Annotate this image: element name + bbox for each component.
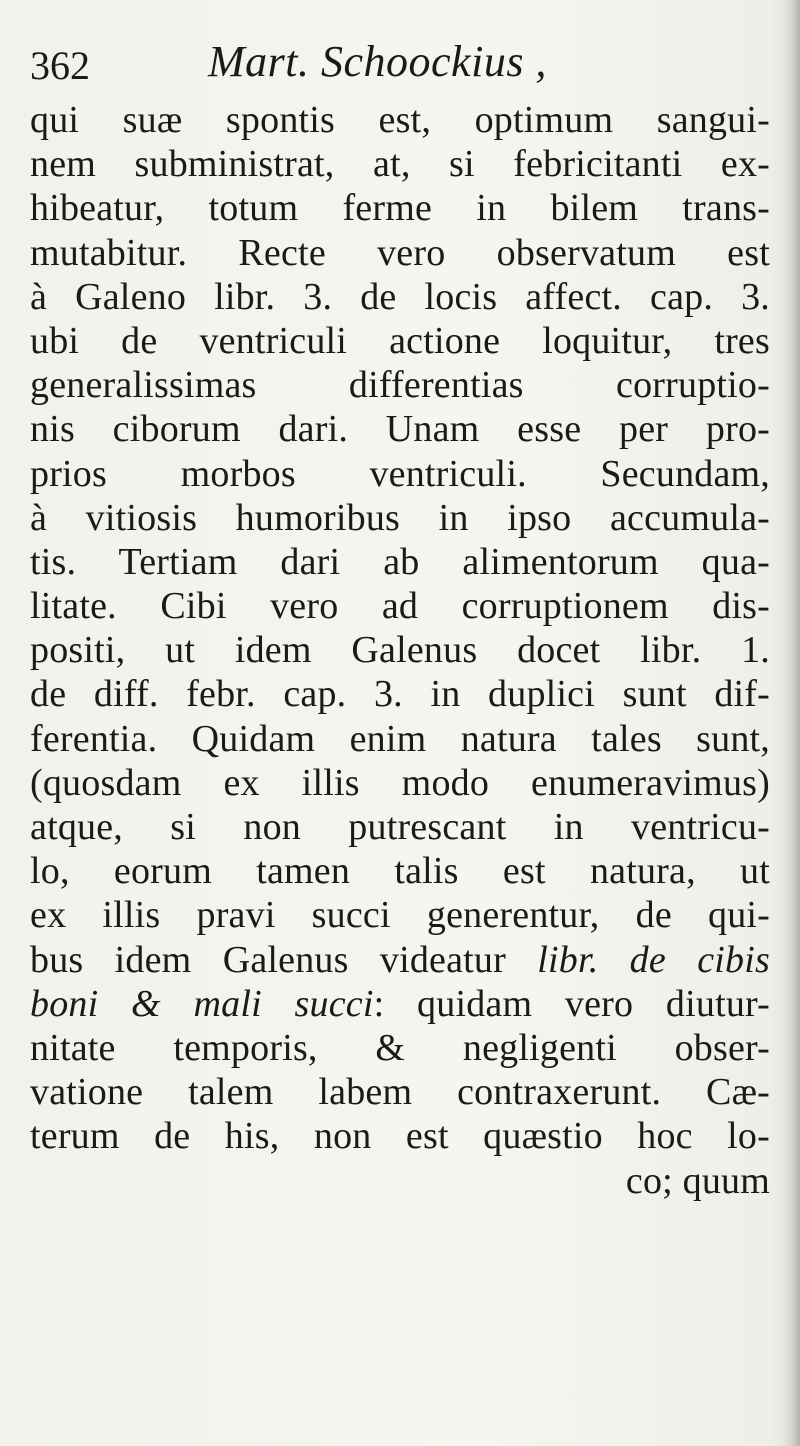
text-line: nitate temporis, & negligenti obser- bbox=[30, 1026, 770, 1069]
text-line: mutabitur. Recte vero observatum est bbox=[30, 231, 770, 274]
text-line: terum de his, non est quæstio hoc lo- bbox=[30, 1115, 770, 1158]
text-segment: bus idem Galenus videatur bbox=[30, 938, 538, 981]
text-line: ferentia. Quidam enim natura tales sunt, bbox=[30, 717, 770, 760]
text-line-with-italic bbox=[30, 938, 770, 982]
text-line: tis. Tertiam dari ab alimentorum qua- bbox=[30, 540, 770, 583]
body-text bbox=[30, 98, 770, 1203]
text-line: vatione talem labem contraxerunt. Cæ- bbox=[30, 1071, 770, 1114]
text-line: lo, eorum tamen talis est natura, ut bbox=[30, 850, 770, 893]
text-segment: : quidam vero diutur- bbox=[373, 982, 770, 1025]
page-gutter-shadow bbox=[782, 0, 800, 1446]
text-line: generalissimas differentias corruptio- bbox=[30, 364, 770, 407]
text-line: hibeatur, totum ferme in bilem trans- bbox=[30, 187, 770, 230]
text-line: (quosdam ex illis modo enumeravimus) bbox=[30, 761, 770, 804]
page-number: 362 bbox=[30, 43, 90, 88]
text-line: à vitiosis humoribus in ipso accumula- bbox=[30, 496, 770, 539]
text-line: ex illis pravi succi generentur, de qui- bbox=[30, 894, 770, 937]
text-line: nis ciborum dari. Unam esse per pro- bbox=[30, 408, 770, 451]
text-line: de diff. febr. cap. 3. in duplici sunt dif- bbox=[30, 673, 770, 716]
text-line: litate. Cibi vero ad corruptionem dis- bbox=[30, 585, 770, 628]
text-line: qui suæ spontis est, optimum sangui- bbox=[30, 99, 770, 141]
running-head: Mart. Schoockius , bbox=[208, 37, 547, 86]
text-line: ubi de ventriculi actione loquitur, tres bbox=[30, 319, 770, 362]
page-header bbox=[30, 34, 770, 98]
text-line-with-italic bbox=[30, 982, 770, 1026]
text-line: prios morbos ventriculi. Secundam, bbox=[30, 452, 770, 495]
text-line: nem subministrat, at, si febricitanti ex- bbox=[30, 143, 770, 186]
text-line: atque, si non putrescant in ventricu- bbox=[30, 806, 770, 848]
text-line: à Galeno libr. 3. de locis affect. cap. 3. bbox=[30, 275, 770, 318]
italic-book-title: boni & mali succi bbox=[30, 982, 374, 1025]
italic-book-title: libr. de cibis bbox=[537, 938, 770, 981]
text-line: positi, ut idem Galenus docet libr. 1. bbox=[30, 629, 770, 672]
catchword: co; quum bbox=[625, 1159, 770, 1202]
